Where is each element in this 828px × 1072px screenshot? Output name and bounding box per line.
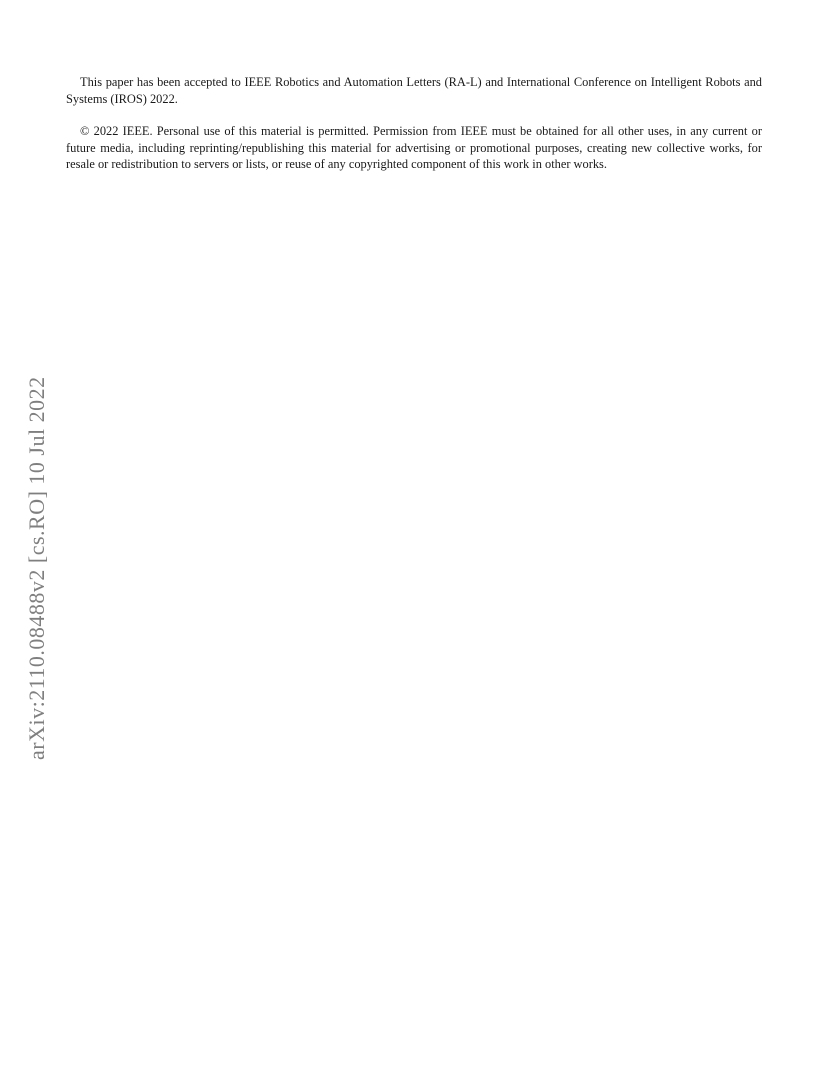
copyright-notice-paragraph: © 2022 IEEE. Personal use of this material is permitted. Permission from IEEE must be obtained for all other uses, in any current or future media, including reprinting/republishing this material for advertising or promotional purposes, creating new collective works, for resale or redistribution to servers or lists, or reuse of any copyrighted component of this work in other works. [66,124,762,172]
acceptance-notice-paragraph: This paper has been accepted to IEEE Robotics and Automation Letters (RA-L) and International Conference on Intelligent Robots and Systems (IROS) 2022. [66,75,762,106]
arxiv-sidebar-stamp [20,294,54,760]
arxiv-identifier-text: arXiv:2110.08488v2 [cs.RO] 10 Jul 2022 [24,376,49,760]
